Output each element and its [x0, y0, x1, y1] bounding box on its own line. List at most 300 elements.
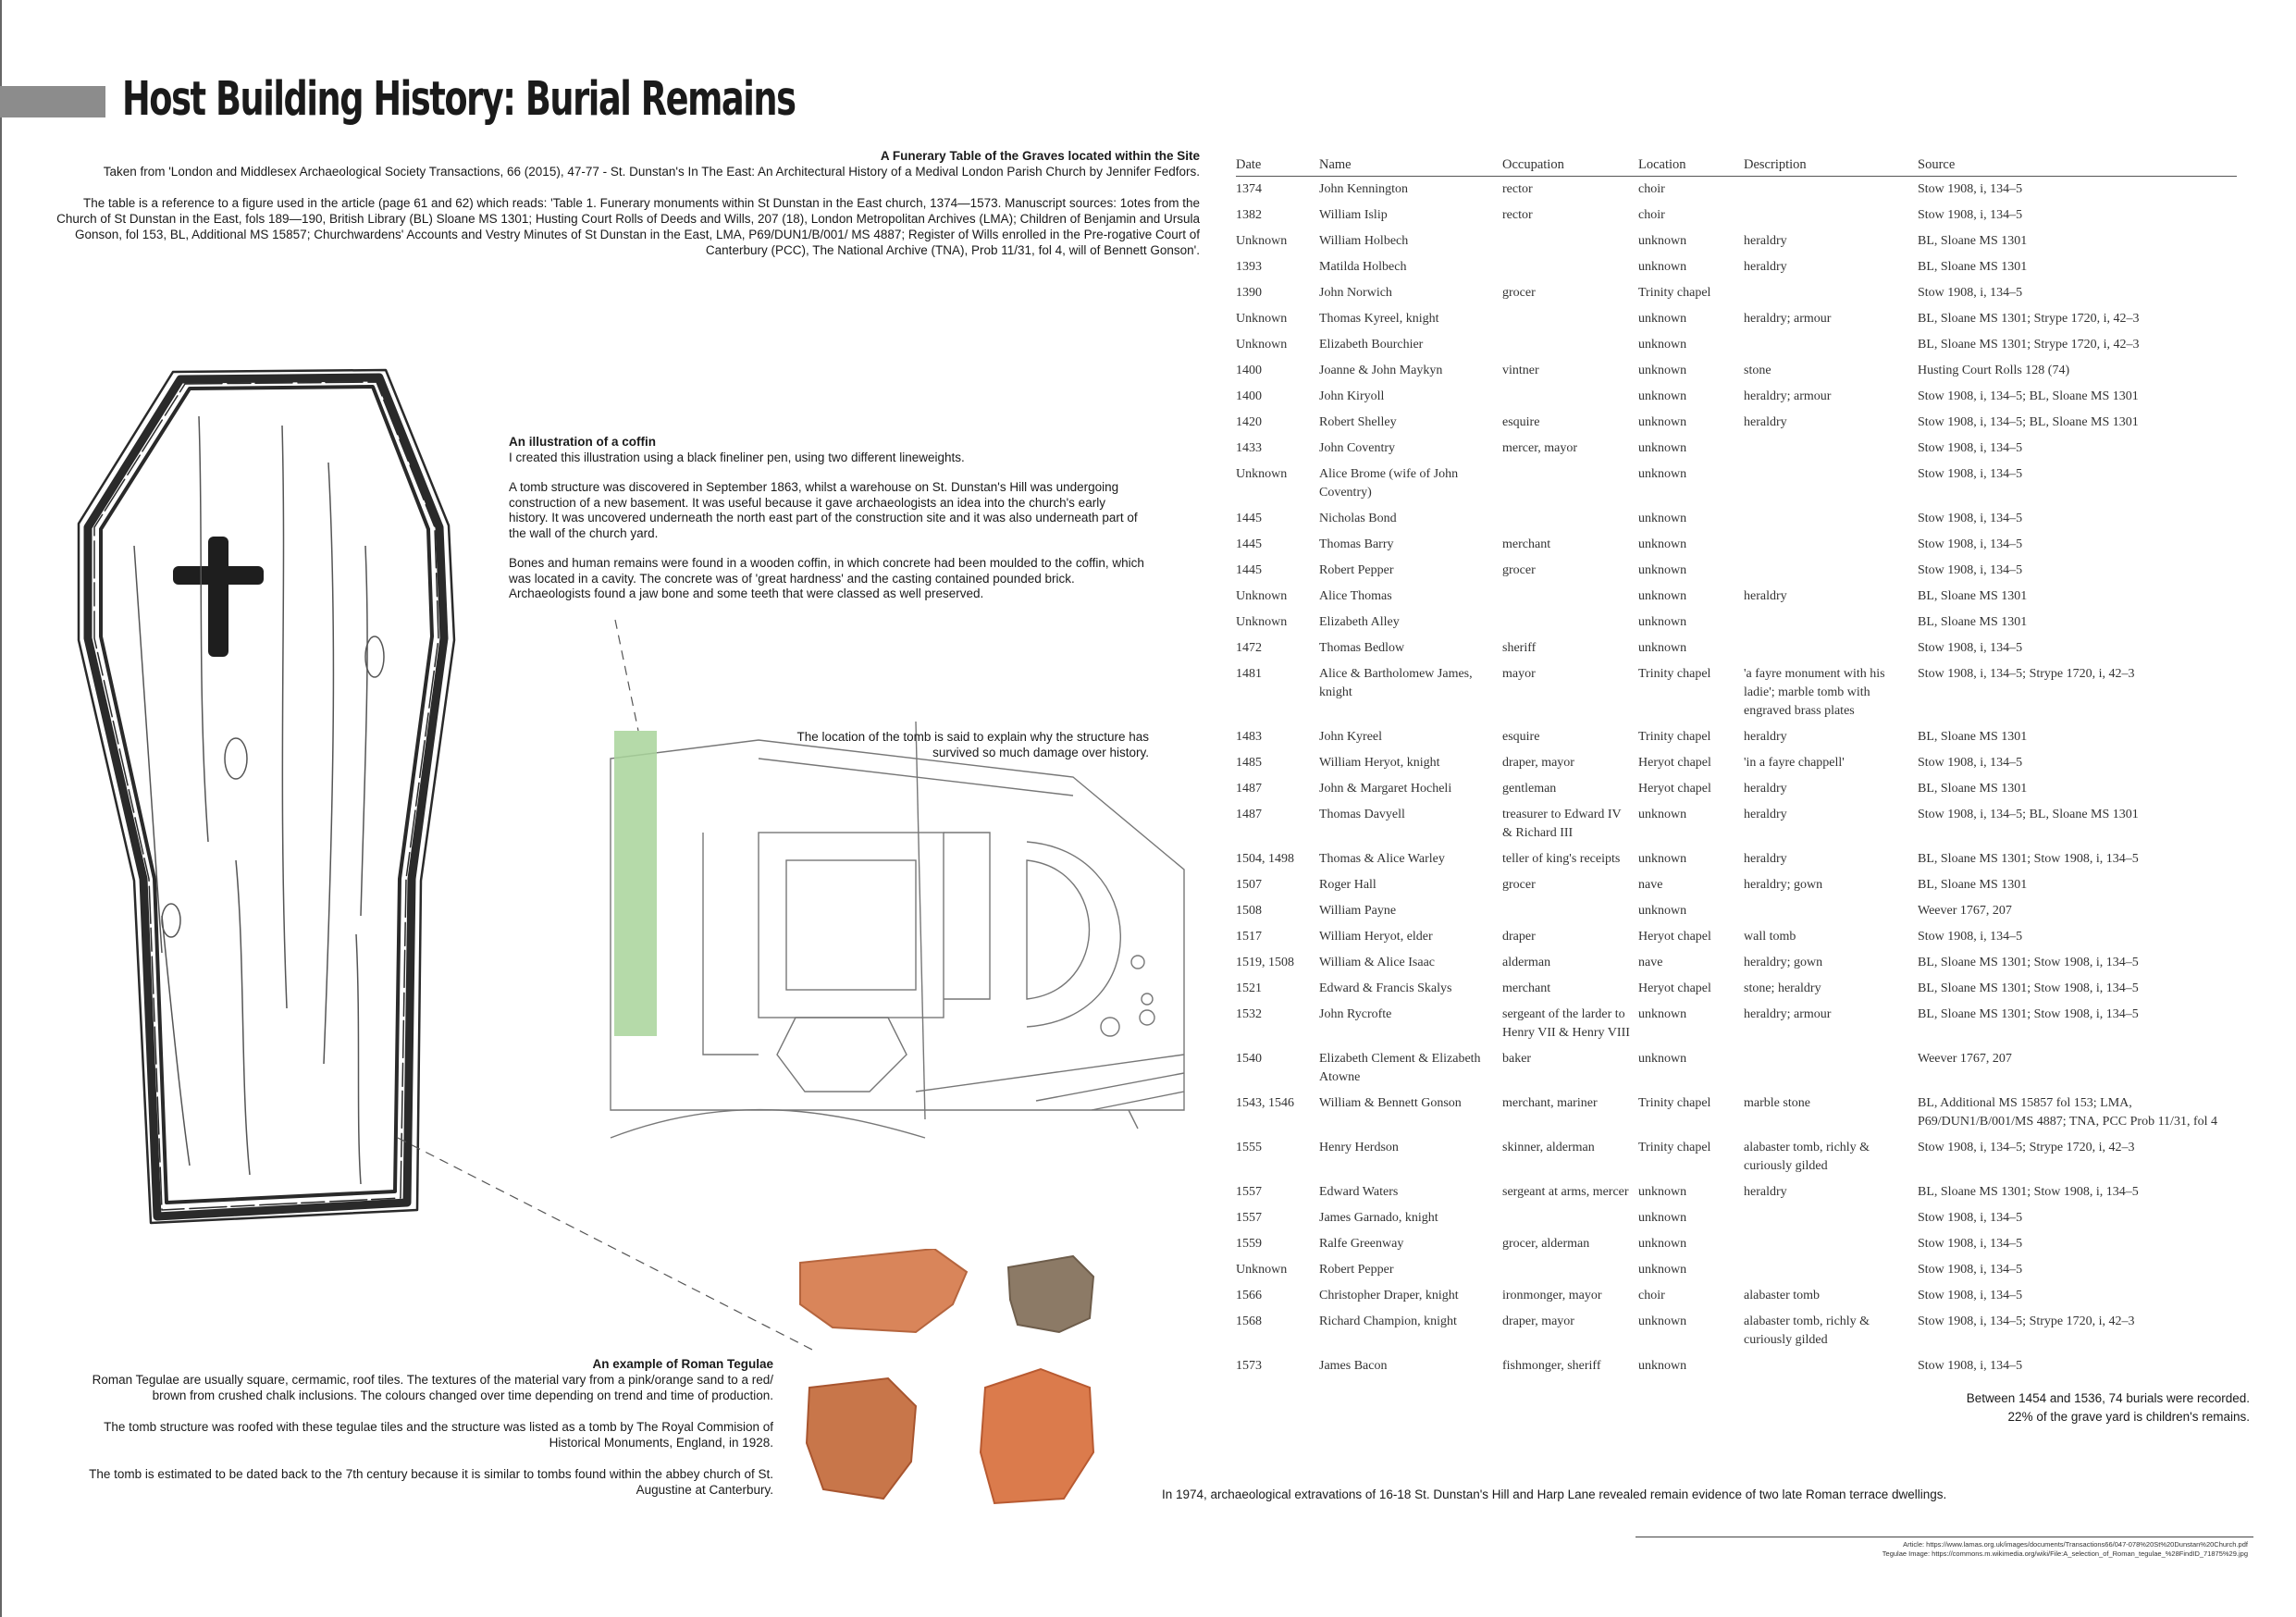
table-row [1236, 976, 2237, 1002]
table-cell-source: BL, Sloane MS 1301; Stow 1908, i, 134–5 [1918, 1185, 2139, 1199]
table-cell-date: 1557 [1236, 1211, 1262, 1225]
table-cell-occupation [1502, 506, 1638, 532]
table-row [1236, 1257, 2237, 1283]
table-cell-occupation: vintner [1502, 364, 1539, 377]
table-cell-name: Robert Shelley [1319, 415, 1397, 429]
table-cell-occupation: grocer [1502, 286, 1536, 300]
table-cell-description: heraldry; gown [1744, 956, 1823, 969]
table-cell-name: Robert Pepper [1319, 563, 1394, 577]
table-cell-description: heraldry [1744, 234, 1787, 248]
table-cell-name: Alice Thomas [1319, 589, 1392, 603]
table-cell-date: 1374 [1236, 182, 1262, 196]
table-cell-occupation: gentleman [1502, 782, 1557, 796]
table-cell-name: Thomas Davyell [1319, 808, 1405, 821]
table-cell-date: 1519, 1508 [1236, 956, 1294, 969]
table-cell-location: unknown [1638, 808, 1687, 821]
table-cell-description [1744, 1231, 1918, 1257]
table-row [1236, 1002, 2237, 1046]
table-cell-location: Trinity chapel [1638, 1141, 1711, 1154]
table-cell-name: William Heryot, elder [1319, 930, 1433, 944]
table-cell-date: 1487 [1236, 782, 1262, 796]
table-cell-date: Unknown [1236, 615, 1288, 629]
table-cell-source: Stow 1908, i, 134–5 [1918, 1289, 2023, 1302]
table-cell-location: unknown [1638, 1211, 1687, 1225]
table-cell-description: heraldry [1744, 808, 1787, 821]
table-cell-occupation: esquire [1502, 415, 1540, 429]
table-cell-date: 1559 [1236, 1237, 1262, 1251]
table-cell-date: Unknown [1236, 589, 1288, 603]
table-cell-name: William Holbech [1319, 234, 1409, 248]
table-row [1236, 1309, 2237, 1353]
table-cell-source: BL, Sloane MS 1301; Strype 1720, i, 42–3 [1918, 312, 2140, 326]
table-cell-name: John Kyreel [1319, 730, 1383, 744]
table-cell-date: 1433 [1236, 441, 1262, 455]
tegulae-photo [796, 1249, 1101, 1517]
table-cell-source: Stow 1908, i, 134–5; BL, Sloane MS 1301 [1918, 808, 2139, 821]
tegulae-description [56, 1356, 773, 1513]
table-cell-name: Henry Herdson [1319, 1141, 1399, 1154]
table-cell-location: unknown [1638, 1315, 1687, 1328]
table-cell-description [1744, 280, 1918, 306]
table-cell-date: 1540 [1236, 1052, 1262, 1066]
table-cell-description: heraldry [1744, 730, 1787, 744]
table-row [1236, 1231, 2237, 1257]
funerary-table-container [1236, 155, 2237, 1379]
table-row [1236, 410, 2237, 436]
table-cell-occupation [1502, 332, 1638, 358]
table-cell-date: 1400 [1236, 364, 1262, 377]
coffin-paragraph-3: Bones and human remains were found in a wooden coffin, in which concrete had been moulded to the coffin, which was located in a cavity. The concrete was of 'great hardness' and the casting contained pounded brick. Archaeologists found a jaw bone and some teeth that were classed as well preserved. [509, 556, 1144, 600]
table-cell-description [1744, 636, 1918, 661]
table-cell-source: BL, Sloane MS 1301; Stow 1908, i, 134–5 [1918, 981, 2139, 995]
table-cell-occupation: mayor [1502, 667, 1536, 681]
table-cell-description: 'a fayre monument with his ladie'; marble tomb with engraved brass plates [1744, 667, 1885, 718]
table-cell-location: unknown [1638, 467, 1687, 481]
table-row [1236, 436, 2237, 462]
table-cell-source: Stow 1908, i, 134–5 [1918, 1263, 2023, 1277]
table-cell-date: 1445 [1236, 512, 1262, 525]
table-cell-location: Trinity chapel [1638, 667, 1711, 681]
reference-article: Article: https://www.lamas.org.uk/images/documents/Transactions66/047-078%20St%20Dunstan%20Church.pdf [1903, 1540, 2248, 1549]
table-cell-name: Thomas & Alice Warley [1319, 852, 1445, 866]
table-cell-description: heraldry [1744, 260, 1787, 274]
table-cell-location: unknown [1638, 615, 1687, 629]
table-row [1236, 1353, 2237, 1379]
table-cell-location: nave [1638, 878, 1663, 892]
table-cell-location: unknown [1638, 415, 1687, 429]
table-cell-location: Trinity chapel [1638, 730, 1711, 744]
table-cell-description: stone [1744, 364, 1771, 377]
table-cell-source: BL, Sloane MS 1301 [1918, 589, 2028, 603]
table-cell-occupation: rector [1502, 208, 1533, 222]
funerary-table-body [1236, 177, 2237, 1380]
burial-stats [1695, 1389, 2250, 1426]
table-cell-name: John Norwich [1319, 286, 1392, 300]
table-row [1236, 1046, 2237, 1091]
table-cell-date: 1566 [1236, 1289, 1262, 1302]
table-cell-description [1744, 1046, 1918, 1091]
funerary-table [1236, 155, 2237, 1379]
table-cell-occupation: draper, mayor [1502, 756, 1574, 770]
table-cell-description [1744, 506, 1918, 532]
table-cell-date: 1393 [1236, 260, 1262, 274]
table-cell-description: marble stone [1744, 1096, 1810, 1110]
table-cell-location: unknown [1638, 441, 1687, 455]
table-cell-name: Edward & Francis Skalys [1319, 981, 1452, 995]
table-cell-source: BL, Sloane MS 1301 [1918, 260, 2028, 274]
table-cell-name: Roger Hall [1319, 878, 1376, 892]
table-cell-location: nave [1638, 956, 1663, 969]
reference-image: Tegulae Image: https://commons.m.wikimedia.org/wiki/File:A_selection_of_Roman_tegulae_%28FindID_71875%29.jpg [1882, 1549, 2248, 1558]
table-cell-description: heraldry; armour [1744, 312, 1832, 326]
table-row [1236, 558, 2237, 584]
table-cell-date: 1568 [1236, 1315, 1262, 1328]
table-cell-date: 1507 [1236, 878, 1262, 892]
table-cell-name: William & Bennett Gonson [1319, 1096, 1462, 1110]
references [1882, 1540, 2248, 1559]
table-cell-date: Unknown [1236, 467, 1288, 481]
table-cell-date: 1485 [1236, 756, 1262, 770]
table-cell-description: heraldry; armour [1744, 1007, 1832, 1021]
table-cell-date: 1504, 1498 [1236, 852, 1294, 866]
table-cell-date: 1573 [1236, 1359, 1262, 1373]
table-cell-source: Stow 1908, i, 134–5 [1918, 1211, 2023, 1225]
table-cell-occupation: rector [1502, 182, 1533, 196]
table-cell-name: John Kennington [1319, 182, 1409, 196]
table-cell-description [1744, 1205, 1918, 1231]
table-cell-location: unknown [1638, 852, 1687, 866]
table-cell-name: Robert Pepper [1319, 1263, 1394, 1277]
table-cell-source: Stow 1908, i, 134–5 [1918, 441, 2023, 455]
table-cell-date: 1521 [1236, 981, 1262, 995]
table-cell-date: 1532 [1236, 1007, 1262, 1021]
table-cell-source: Stow 1908, i, 134–5 [1918, 537, 2023, 551]
table-cell-date: Unknown [1236, 338, 1288, 352]
table-cell-occupation: ironmonger, mayor [1502, 1289, 1602, 1302]
table-cell-location: unknown [1638, 1007, 1687, 1021]
table-cell-occupation [1502, 1257, 1638, 1283]
table-cell-source: Stow 1908, i, 134–5 [1918, 1237, 2023, 1251]
table-cell-location: unknown [1638, 338, 1687, 352]
table-cell-date: 1400 [1236, 389, 1262, 403]
table-cell-source: Stow 1908, i, 134–5 [1918, 182, 2023, 196]
table-cell-description: heraldry [1744, 589, 1787, 603]
table-cell-source: Stow 1908, i, 134–5 [1918, 563, 2023, 577]
site-plan [592, 722, 1203, 1147]
table-cell-source: Stow 1908, i, 134–5 [1918, 756, 2023, 770]
burial-stats-line-1: Between 1454 and 1536, 74 burials were recorded. [1966, 1391, 2250, 1405]
table-cell-name: John Kiryoll [1319, 389, 1385, 403]
table-cell-occupation: merchant [1502, 981, 1551, 995]
table-cell-location: Trinity chapel [1638, 1096, 1711, 1110]
coffin-illustration [51, 361, 504, 1240]
table-cell-occupation: mercer, mayor [1502, 441, 1578, 455]
table-cell-source: Stow 1908, i, 134–5 [1918, 208, 2023, 222]
table-row [1236, 1091, 2237, 1135]
tegulae-paragraph-1: Roman Tegulae are usually square, cermamic, roof tiles. The textures of the material vary from a pink/orange sand to a red/ brown from crushed chalk inclusions. The colours changed over time depending on trend and time of production. [92, 1373, 773, 1402]
table-cell-occupation [1502, 462, 1638, 506]
title-accent-bar [0, 86, 105, 117]
tegulae-paragraph-2: The tomb structure was roofed with these tegulae tiles and the structure was listed as a tomb by The Royal Commision of Historical Monuments, England, in 1928. [104, 1420, 773, 1450]
table-cell-date: Unknown [1236, 234, 1288, 248]
table-cell-source: BL, Sloane MS 1301 [1918, 878, 2028, 892]
table-cell-source: BL, Sloane MS 1301; Stow 1908, i, 134–5 [1918, 852, 2139, 866]
table-cell-name: Christopher Draper, knight [1319, 1289, 1459, 1302]
table-cell-location: unknown [1638, 641, 1687, 655]
table-cell-occupation: draper [1502, 930, 1536, 944]
table-cell-date: 1557 [1236, 1185, 1262, 1199]
table-cell-source: BL, Sloane MS 1301 [1918, 234, 2028, 248]
table-cell-source: BL, Sloane MS 1301; Stow 1908, i, 134–5 [1918, 1007, 2139, 1021]
table-cell-name: Nicholas Bond [1319, 512, 1397, 525]
table-cell-name: Richard Champion, knight [1319, 1315, 1457, 1328]
table-cell-description: alabaster tomb, richly & curiously gilded [1744, 1315, 1870, 1347]
table-cell-description: heraldry; gown [1744, 878, 1823, 892]
table-cell-location: unknown [1638, 260, 1687, 274]
table-cell-description [1744, 436, 1918, 462]
table-cell-location: unknown [1638, 312, 1687, 326]
column-header-name: Name [1319, 155, 1502, 177]
location-note: The location of the tomb is said to explain why the structure has survived so much damage over history. [796, 730, 1149, 759]
table-cell-location: unknown [1638, 1263, 1687, 1277]
left-edge-rule [0, 0, 2, 1617]
table-row [1236, 1283, 2237, 1309]
table-cell-occupation: skinner, alderman [1502, 1141, 1595, 1154]
table-cell-description [1744, 1353, 1918, 1379]
table-cell-occupation [1502, 384, 1638, 410]
table-row [1236, 924, 2237, 950]
column-header-source: Source [1918, 155, 2237, 177]
table-row [1236, 750, 2237, 776]
table-cell-source: Stow 1908, i, 134–5 [1918, 512, 2023, 525]
table-cell-source: Husting Court Rolls 128 (74) [1918, 364, 2070, 377]
table-cell-occupation: draper, mayor [1502, 1315, 1574, 1328]
table-row [1236, 872, 2237, 898]
table-cell-date: 1472 [1236, 641, 1262, 655]
table-cell-source: Stow 1908, i, 134–5 [1918, 1359, 2023, 1373]
table-cell-name: James Bacon [1319, 1359, 1388, 1373]
table-cell-location: unknown [1638, 1359, 1687, 1373]
table-intro-heading: A Funerary Table of the Graves located within the Site [880, 149, 1200, 163]
table-cell-description [1744, 898, 1918, 924]
column-header-date: Date [1236, 155, 1319, 177]
table-cell-location: unknown [1638, 537, 1687, 551]
table-cell-date: Unknown [1236, 312, 1288, 326]
table-cell-source: BL, Sloane MS 1301 [1918, 782, 2028, 796]
table-row [1236, 846, 2237, 872]
table-cell-source: Stow 1908, i, 134–5; Strype 1720, i, 42–3 [1918, 667, 2135, 681]
table-row [1236, 358, 2237, 384]
table-cell-location: choir [1638, 182, 1665, 196]
table-intro [43, 148, 1200, 274]
table-cell-date: 1543, 1546 [1236, 1096, 1294, 1110]
table-cell-location: unknown [1638, 364, 1687, 377]
table-cell-name: Elizabeth Bourchier [1319, 338, 1424, 352]
table-cell-occupation: baker [1502, 1052, 1532, 1066]
table-cell-location: Heryot chapel [1638, 930, 1711, 944]
table-row [1236, 584, 2237, 610]
table-row [1236, 1205, 2237, 1231]
table-cell-name: Thomas Kyreel, knight [1319, 312, 1439, 326]
table-cell-date: 1517 [1236, 930, 1262, 944]
excavation-note: In 1974, archaeological extravations of 16-18 St. Dunstan's Hill and Harp Lane revealed remain evidence of two late Roman terrace dwellings. [1162, 1487, 1947, 1501]
table-cell-description: alabaster tomb [1744, 1289, 1821, 1302]
table-cell-location: Trinity chapel [1638, 286, 1711, 300]
coffin-paragraph-2: A tomb structure was discovered in September 1863, whilst a warehouse on St. Dunstan's Hill was undergoing construction of a new basement. It was useful because it gave archaeologists an idea into the church's early history. It was uncovered underneath the north east part of the construction site and it was also underneath part of the wall of the church yard. [509, 480, 1138, 540]
table-cell-occupation [1502, 254, 1638, 280]
table-cell-name: Edward Waters [1319, 1185, 1399, 1199]
table-cell-description [1744, 203, 1918, 228]
table-cell-name: Alice & Bartholomew James, knight [1319, 667, 1473, 699]
table-cell-date: 1390 [1236, 286, 1262, 300]
table-row [1236, 802, 2237, 846]
table-cell-source: BL, Sloane MS 1301 [1918, 615, 2028, 629]
table-cell-name: John Rycrofte [1319, 1007, 1392, 1021]
coffin-description [509, 435, 1147, 617]
table-cell-date: 1445 [1236, 563, 1262, 577]
table-cell-description: heraldry [1744, 1185, 1787, 1199]
table-cell-date: 1445 [1236, 537, 1262, 551]
table-row [1236, 610, 2237, 636]
table-cell-occupation: sergeant of the larder to Henry VII & Henry VIII [1502, 1007, 1630, 1040]
table-row [1236, 661, 2237, 724]
table-cell-date: Unknown [1236, 1263, 1288, 1277]
table-cell-occupation: grocer [1502, 563, 1536, 577]
page-title: Host Building History: Burial Remains [122, 72, 796, 127]
table-cell-source: Stow 1908, i, 134–5 [1918, 286, 2023, 300]
table-cell-occupation: fishmonger, sheriff [1502, 1359, 1601, 1373]
tegulae-heading: An example of Roman Tegulae [592, 1357, 773, 1371]
table-cell-location: unknown [1638, 1052, 1687, 1066]
table-cell-location: unknown [1638, 1185, 1687, 1199]
table-cell-date: 1481 [1236, 667, 1262, 681]
table-cell-occupation: treasurer to Edward IV & Richard III [1502, 808, 1622, 840]
table-header-row [1236, 155, 2237, 177]
table-cell-name: Alice Brome (wife of John Coventry) [1319, 467, 1459, 500]
table-cell-name: Elizabeth Clement & Elizabeth Atowne [1319, 1052, 1481, 1084]
table-cell-source: BL, Sloane MS 1301; Stow 1908, i, 134–5 [1918, 956, 2139, 969]
table-cell-source: Stow 1908, i, 134–5 [1918, 641, 2023, 655]
table-row [1236, 950, 2237, 976]
table-row [1236, 462, 2237, 506]
table-cell-name: William Payne [1319, 904, 1397, 918]
table-cell-description [1744, 532, 1918, 558]
table-cell-occupation: grocer [1502, 878, 1536, 892]
table-cell-description [1744, 332, 1918, 358]
table-cell-name: James Garnado, knight [1319, 1211, 1438, 1225]
table-cell-occupation: esquire [1502, 730, 1540, 744]
table-cell-source: BL, Additional MS 15857 fol 153; LMA, P69/DUN1/B/001/MS 4887; TNA, PCC Prob 11/31, fol 4 [1918, 1096, 2217, 1129]
table-cell-name: Joanne & John Maykyn [1319, 364, 1443, 377]
table-cell-date: 1483 [1236, 730, 1262, 744]
table-cell-date: 1420 [1236, 415, 1262, 429]
table-cell-source: Stow 1908, i, 134–5 [1918, 467, 2023, 481]
table-cell-location: unknown [1638, 904, 1687, 918]
table-row [1236, 724, 2237, 750]
table-cell-name: Thomas Bedlow [1319, 641, 1405, 655]
table-cell-location: unknown [1638, 234, 1687, 248]
table-cell-location: unknown [1638, 589, 1687, 603]
table-cell-location: Heryot chapel [1638, 756, 1711, 770]
table-row [1236, 280, 2237, 306]
table-cell-name: Elizabeth Alley [1319, 615, 1400, 629]
table-cell-source: Weever 1767, 207 [1918, 1052, 2012, 1066]
table-cell-name: William Heryot, knight [1319, 756, 1440, 770]
column-header-location: Location [1638, 155, 1744, 177]
table-cell-occupation: teller of king's receipts [1502, 852, 1621, 866]
table-cell-occupation: sheriff [1502, 641, 1537, 655]
table-row [1236, 384, 2237, 410]
table-cell-occupation: merchant, mariner [1502, 1096, 1598, 1110]
table-cell-location: unknown [1638, 563, 1687, 577]
table-cell-description [1744, 558, 1918, 584]
table-row [1236, 636, 2237, 661]
table-cell-location: choir [1638, 1289, 1665, 1302]
table-cell-occupation [1502, 898, 1638, 924]
coffin-heading: An illustration of a coffin [509, 435, 656, 449]
table-cell-location: Heryot chapel [1638, 782, 1711, 796]
table-row [1236, 306, 2237, 332]
table-cell-location: unknown [1638, 389, 1687, 403]
table-cell-description: heraldry; armour [1744, 389, 1832, 403]
tegulae-paragraph-3: The tomb is estimated to be dated back to the 7th century because it is similar to tombs found within the abbey church of St. Augustine at Canterbury. [89, 1467, 773, 1497]
table-cell-source: BL, Sloane MS 1301 [1918, 730, 2028, 744]
table-cell-date: 1382 [1236, 208, 1262, 222]
table-cell-name: William & Alice Isaac [1319, 956, 1436, 969]
table-row [1236, 177, 2237, 204]
table-cell-description: heraldry [1744, 782, 1787, 796]
table-cell-source: Stow 1908, i, 134–5; Strype 1720, i, 42–3 [1918, 1141, 2135, 1154]
table-row [1236, 228, 2237, 254]
table-row [1236, 332, 2237, 358]
table-cell-location: choir [1638, 208, 1665, 222]
table-cell-description: heraldry [1744, 852, 1787, 866]
table-cell-name: Ralfe Greenway [1319, 1237, 1404, 1251]
table-cell-name: William Islip [1319, 208, 1388, 222]
table-cell-date: 1487 [1236, 808, 1262, 821]
table-row [1236, 532, 2237, 558]
table-cell-name: Matilda Holbech [1319, 260, 1407, 274]
table-row [1236, 1179, 2237, 1205]
table-cell-location: Heryot chapel [1638, 981, 1711, 995]
table-cell-occupation [1502, 228, 1638, 254]
table-cell-occupation [1502, 610, 1638, 636]
table-cell-description [1744, 1257, 1918, 1283]
table-cell-description: stone; heraldry [1744, 981, 1821, 995]
table-row [1236, 254, 2237, 280]
table-row [1236, 898, 2237, 924]
table-cell-source: BL, Sloane MS 1301; Strype 1720, i, 42–3 [1918, 338, 2140, 352]
burial-stats-line-2: 22% of the grave yard is children's remains. [2007, 1410, 2250, 1424]
table-cell-source: Stow 1908, i, 134–5; BL, Sloane MS 1301 [1918, 415, 2139, 429]
table-row [1236, 203, 2237, 228]
table-cell-description [1744, 610, 1918, 636]
table-cell-occupation: sergeant at arms, mercer [1502, 1185, 1629, 1199]
table-cell-source: Stow 1908, i, 134–5 [1918, 930, 2023, 944]
table-cell-source: Stow 1908, i, 134–5; BL, Sloane MS 1301 [1918, 389, 2139, 403]
table-cell-description: alabaster tomb, richly & curiously gilded [1744, 1141, 1870, 1173]
table-row [1236, 506, 2237, 532]
table-cell-occupation [1502, 1205, 1638, 1231]
table-cell-occupation [1502, 584, 1638, 610]
table-cell-description: heraldry [1744, 415, 1787, 429]
column-header-occupation: Occupation [1502, 155, 1638, 177]
table-cell-location: unknown [1638, 1237, 1687, 1251]
table-cell-name: John & Margaret Hocheli [1319, 782, 1452, 796]
table-cell-name: Thomas Barry [1319, 537, 1394, 551]
table-cell-description [1744, 462, 1918, 506]
table-cell-date: 1555 [1236, 1141, 1262, 1154]
